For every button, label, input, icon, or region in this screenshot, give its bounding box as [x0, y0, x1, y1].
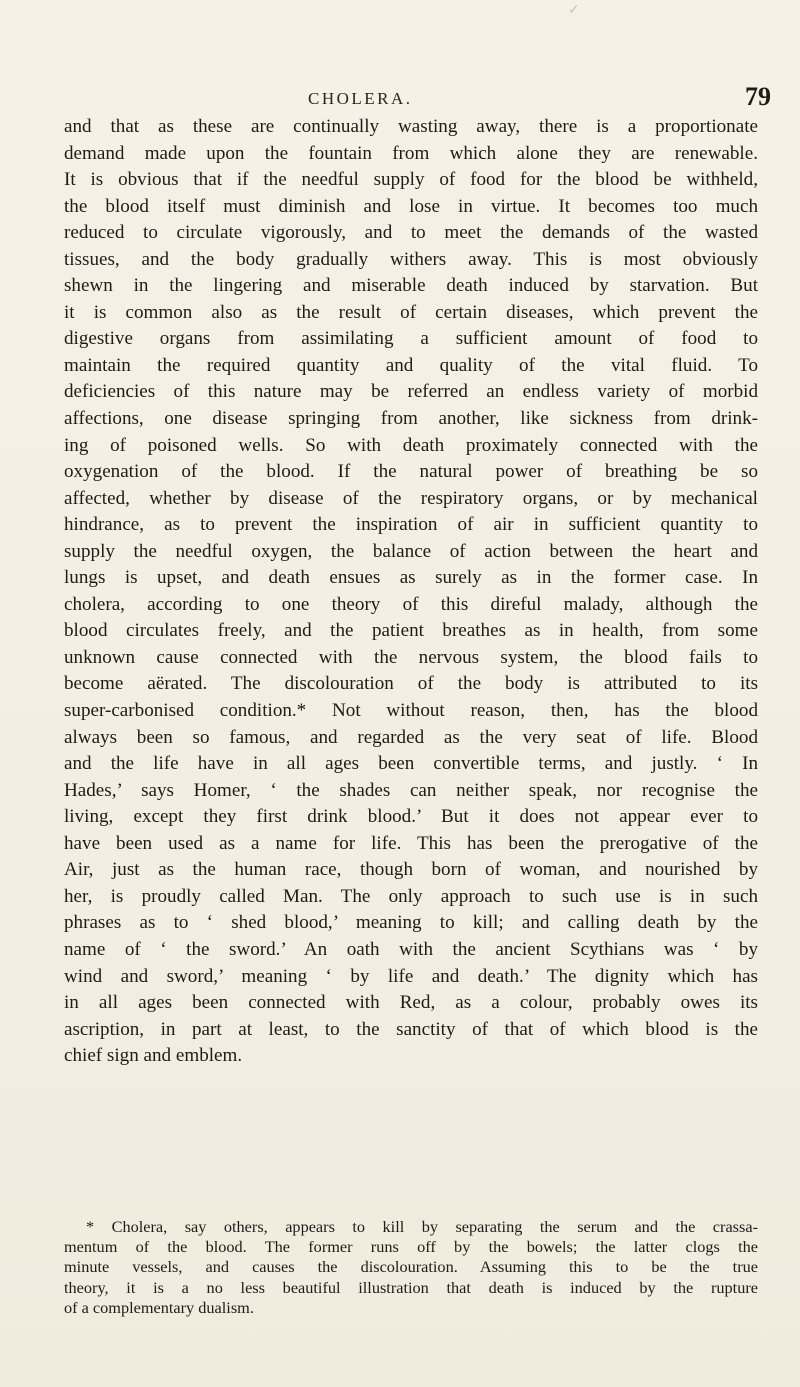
- text-line: wind and sword,’ meaning ‘ by life and death.’ The dignity which has: [64, 965, 758, 987]
- text-line: it is common also as the result of certain diseases, which prevent the: [64, 301, 758, 323]
- text-line: in all ages been connected with Red, as a colour, probably owes its: [64, 992, 758, 1014]
- text-line: oxygenation of the blood. If the natural power of breathing be so: [64, 461, 758, 483]
- text-line: cholera, according to one theory of this direful malady, although the: [64, 593, 758, 615]
- main-text: [64, 114, 758, 1070]
- text-line: tissues, and the body gradually withers away. This is most obviously: [64, 248, 758, 270]
- text-line: phrases as to ‘ shed blood,’ meaning to kill; and calling death by the: [64, 912, 758, 934]
- text-line: and that as these are continually wasting away, there is a proportionate: [64, 116, 758, 137]
- text-line: and the life have in all ages been convertible terms, and justly. ‘ In: [64, 753, 758, 775]
- footnote-line: theory, it is a no less beautiful illustration that death is induced by the rupture: [64, 1277, 758, 1297]
- text-line: blood circulates freely, and the patient breathes as in health, from some: [64, 620, 758, 642]
- text-line: living, except they first drink blood.’ But it does not appear ever to: [64, 806, 758, 828]
- footnote-line: * Cholera, say others, appears to kill by separating the serum and the crassa-: [86, 1217, 758, 1236]
- text-line: the blood itself must diminish and lose in virtue. It becomes too much: [64, 195, 758, 217]
- text-line: demand made upon the fountain from which alone they are renewable.: [64, 142, 758, 164]
- text-line: chief sign and emblem.: [64, 1045, 243, 1067]
- text-line: supply the needful oxygen, the balance of action between the heart and: [64, 540, 758, 562]
- text-line: always been so famous, and regarded as the very seat of life. Blood: [64, 726, 758, 748]
- text-line: her, is proudly called Man. The only approach to such use is in such: [64, 885, 758, 907]
- text-line: name of ‘ the sword.’ An oath with the ancient Scythians was ‘ by: [64, 938, 758, 960]
- page-number: 79: [745, 82, 771, 111]
- text-line: reduced to circulate vigorously, and to meet the demands of the wasted: [64, 222, 758, 244]
- text-line: deficiencies of this nature may be referred an endless variety of morbid: [64, 381, 758, 403]
- text-line: have been used as a name for life. This has been the prerogative of the: [64, 832, 758, 854]
- text-line: super-carbonised condition.* Not without reason, then, has the blood: [64, 700, 758, 722]
- text-line: Hades,’ says Homer, ‘ the shades can neither speak, nor recognise the: [64, 779, 758, 801]
- text-line: Air, just as the human race, though born of woman, and nourished by: [64, 859, 758, 881]
- footnote-line: minute vessels, and causes the discolouration. Assuming this to be the true: [64, 1257, 758, 1277]
- text-line: affected, whether by disease of the respiratory organs, or by mechanical: [64, 487, 758, 509]
- text-line: ascription, in part at least, to the sanctity of that of which blood is the: [64, 1018, 758, 1040]
- text-line: maintain the required quantity and quality of the vital fluid. To: [64, 354, 758, 376]
- footnote-line: mentum of the blood. The former runs off by the bowels; the latter clogs the: [64, 1237, 758, 1257]
- corner-pencil-mark: ✓: [568, 3, 580, 18]
- footnote: [64, 1217, 758, 1318]
- text-line: hindrance, as to prevent the inspiration of air in sufficient quantity to: [64, 514, 758, 536]
- text-line: unknown cause connected with the nervous system, the blood fails to: [64, 646, 758, 668]
- text-line: shewn in the lingering and miserable death induced by starvation. But: [64, 275, 758, 297]
- running-title: CHOLERA.: [308, 89, 413, 108]
- text-line: digestive organs from assimilating a sufficient amount of food to: [64, 328, 758, 350]
- text-line: become aërated. The discolouration of the body is attributed to its: [64, 673, 758, 695]
- text-line: affections, one disease springing from another, like sickness from drink-: [64, 408, 758, 430]
- text-line: It is obvious that if the needful supply of food for the blood be withheld,: [64, 169, 758, 191]
- text-line: ing of poisoned wells. So with death proximately connected with the: [64, 434, 758, 456]
- footnote-line: of a complementary dualism.: [64, 1297, 254, 1317]
- text-line: lungs is upset, and death ensues as surely as in the former case. In: [64, 567, 758, 589]
